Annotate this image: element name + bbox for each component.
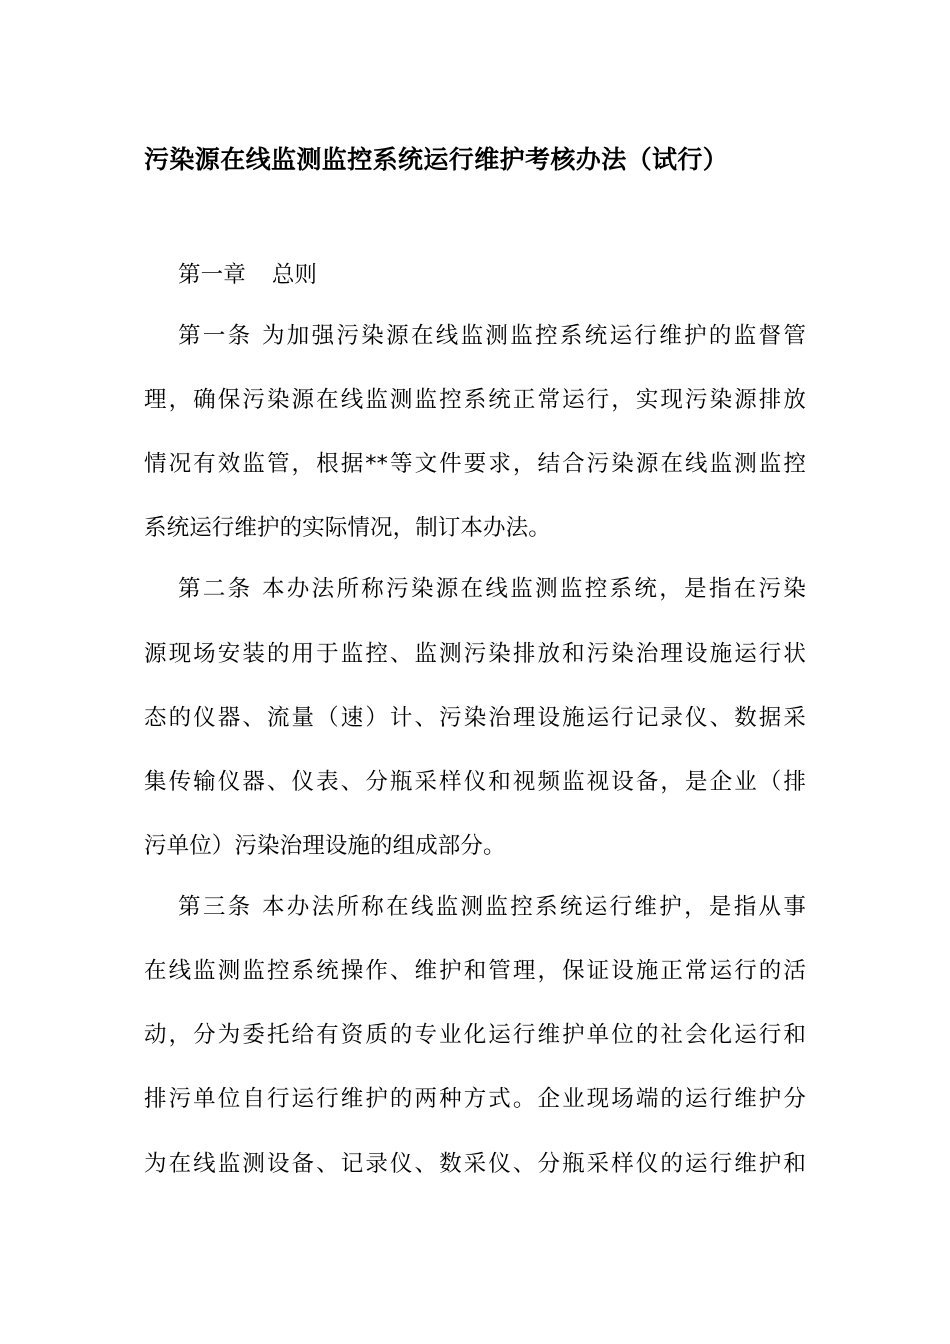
article-1-line-2: 理，确保污染源在线监测监控系统正常运行，实现污染源排放 [144,387,806,413]
article-2-line-1: 第二条 本办法所称污染源在线监测监控系统，是指在污染 [178,576,806,602]
article-1-line-1: 第一条 为加强污染源在线监测监控系统运行维护的监督管 [178,323,806,349]
article-2-line-4: 集传输仪器、仪表、分瓶采样仪和视频监视设备，是企业（排 [144,769,806,795]
document-title: 污染源在线监测监控系统运行维护考核办法（试行） [144,145,729,174]
article-3-line-2: 在线监测监控系统操作、维护和管理，保证设施正常运行的活 [144,958,806,984]
article-3-line-5: 为在线监测设备、记录仪、数采仪、分瓶采样仪的运行维护和 [144,1151,806,1177]
article-2-line-2: 源现场安装的用于监控、监测污染排放和污染治理设施运行状 [144,641,806,667]
article-3-line-4: 排污单位自行运行维护的两种方式。企业现场端的运行维护分 [144,1086,806,1112]
article-1-line-4: 系统运行维护的实际情况，制订本办法。 [144,515,551,541]
chapter-heading [178,257,806,293]
article-1-line-3: 情况有效监管，根据**等文件要求，结合污染源在线监测监控 [144,451,806,477]
article-3-line-1: 第三条 本办法所称在线监测监控系统运行维护，是指从事 [178,894,806,920]
article-2-line-5: 污单位）污染治理设施的组成部分。 [144,833,506,859]
article-3-line-3: 动，分为委托给有资质的专业化运行维护单位的社会化运行和 [144,1022,806,1048]
chapter-number: 第一章 [178,262,246,288]
chapter-name: 总则 [271,262,318,288]
article-2-line-3: 态的仪器、流量（速）计、污染治理设施运行记录仪、数据采 [144,705,806,731]
